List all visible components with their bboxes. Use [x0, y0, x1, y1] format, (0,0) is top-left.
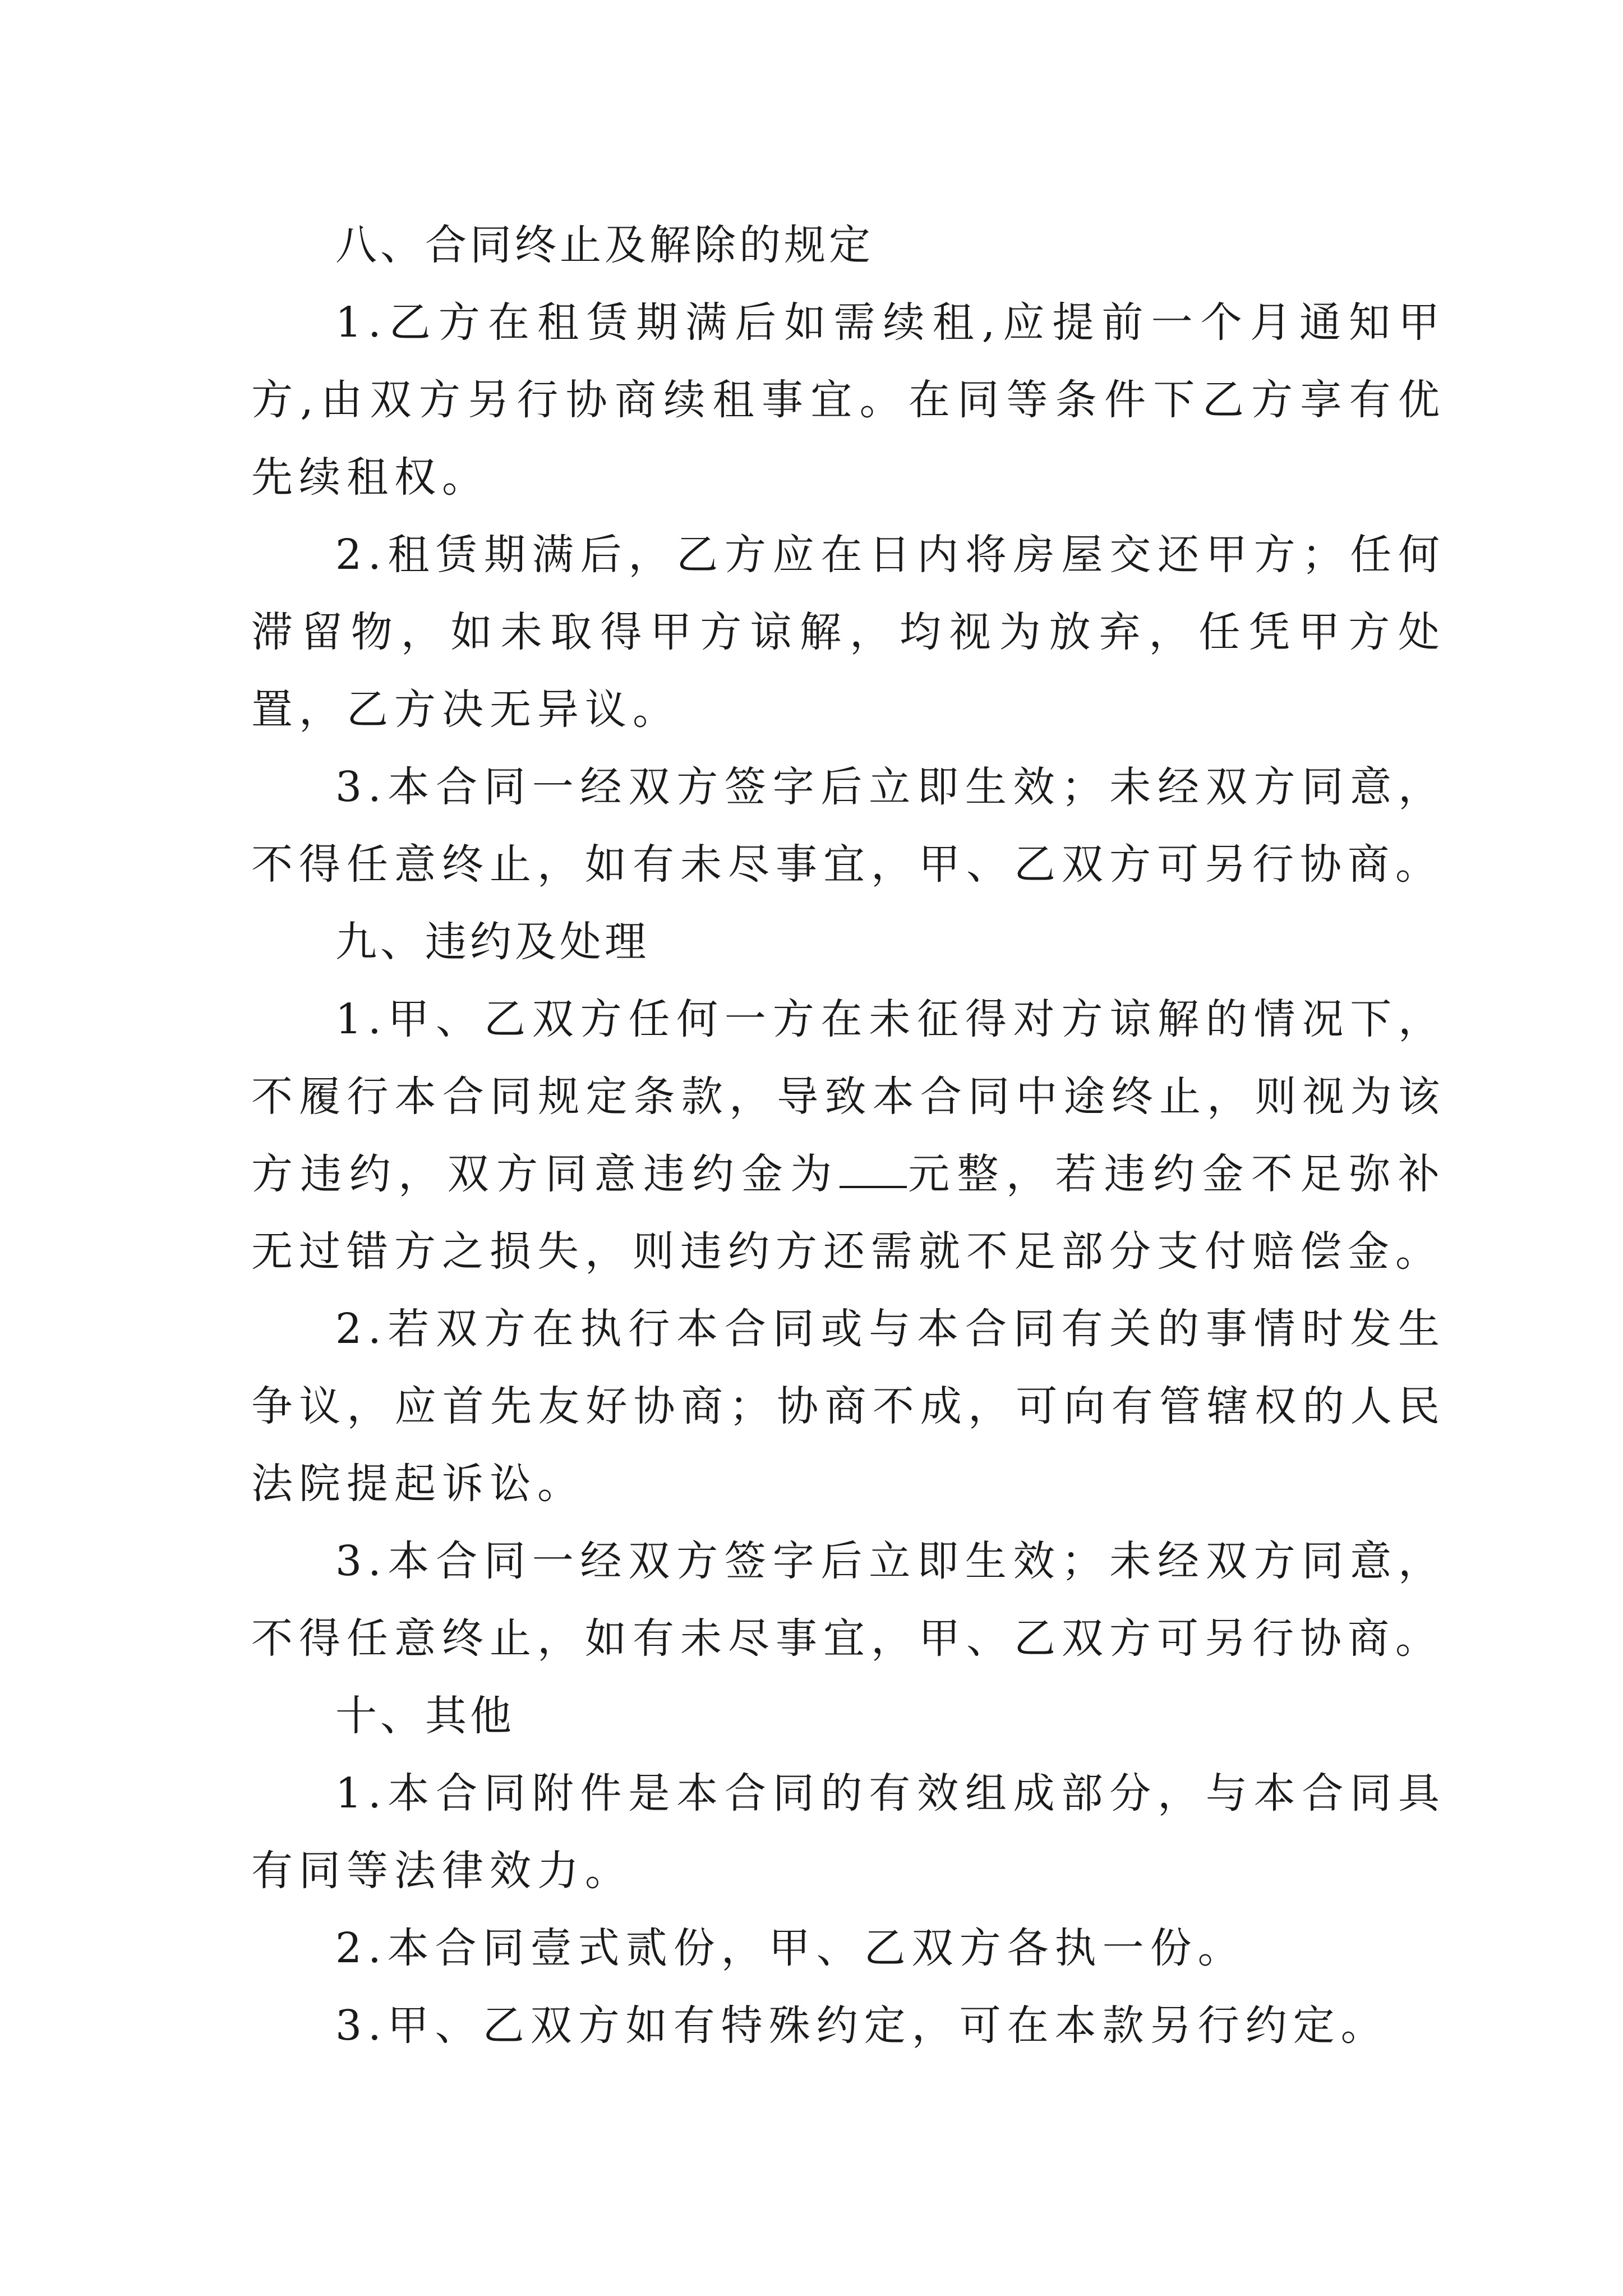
clause-9-1-part-a: 1.甲、乙双方任何一方在未征得对方谅解的情况下，不履行本合同规定条款，导致本合同中途终止，则视为该方违约，双方同意违约金为 — [251, 995, 1446, 1198]
clause-10-2: 2.本合同壹式贰份，甲、乙双方各执一份。 — [335, 1924, 1246, 1972]
section-heading-10: 十、其他 — [335, 1692, 515, 1740]
clause-9-3: 3.本合同一经双方签字后立即生效；未经双方同意，不得任意终止，如有未尽事宜，甲、乙双方可另行协商。 — [251, 1537, 1446, 1663]
clause-8-2: 2.租赁期满后，乙方应在日内将房屋交还甲方；任何滞留物，如未取得甲方谅解，均视为放弃，任凭甲方处置，乙方决无异议。 — [251, 531, 1446, 734]
clause-9-2: 2.若双方在执行本合同或与本合同有关的事情时发生争议，应首先友好协商；协商不成，可向有管辖权的人民法院提起诉讼。 — [251, 1305, 1446, 1508]
clause-9-1 — [251, 981, 1446, 1290]
clause-9-1-part-b: 元整，若违约金不足弥补无过错方之损失，则违约方还需就不足部分支付赔偿金。 — [251, 1150, 1446, 1276]
clause-8-3: 3.本合同一经双方签字后立即生效；未经双方同意，不得任意终止，如有未尽事宜，甲、乙双方可另行协商。 — [251, 763, 1446, 889]
section-heading-9: 九、违约及处理 — [335, 918, 649, 966]
clause-10-1: 1.本合同附件是本合同的有效组成部分，与本合同具有同等法律效力。 — [251, 1769, 1446, 1895]
section-heading-8: 八、合同终止及解除的规定 — [335, 221, 874, 269]
document-body — [251, 206, 1446, 2064]
blank-fill-line — [840, 1152, 907, 1188]
clause-10-3: 3.甲、乙双方如有特殊约定，可在本款另行约定。 — [335, 2001, 1389, 2050]
clause-8-1: 1.乙方在租赁期满后如需续租,应提前一个月通知甲方,由双方另行协商续租事宜。在同等条件下乙方享有优先续租权。 — [251, 298, 1446, 501]
